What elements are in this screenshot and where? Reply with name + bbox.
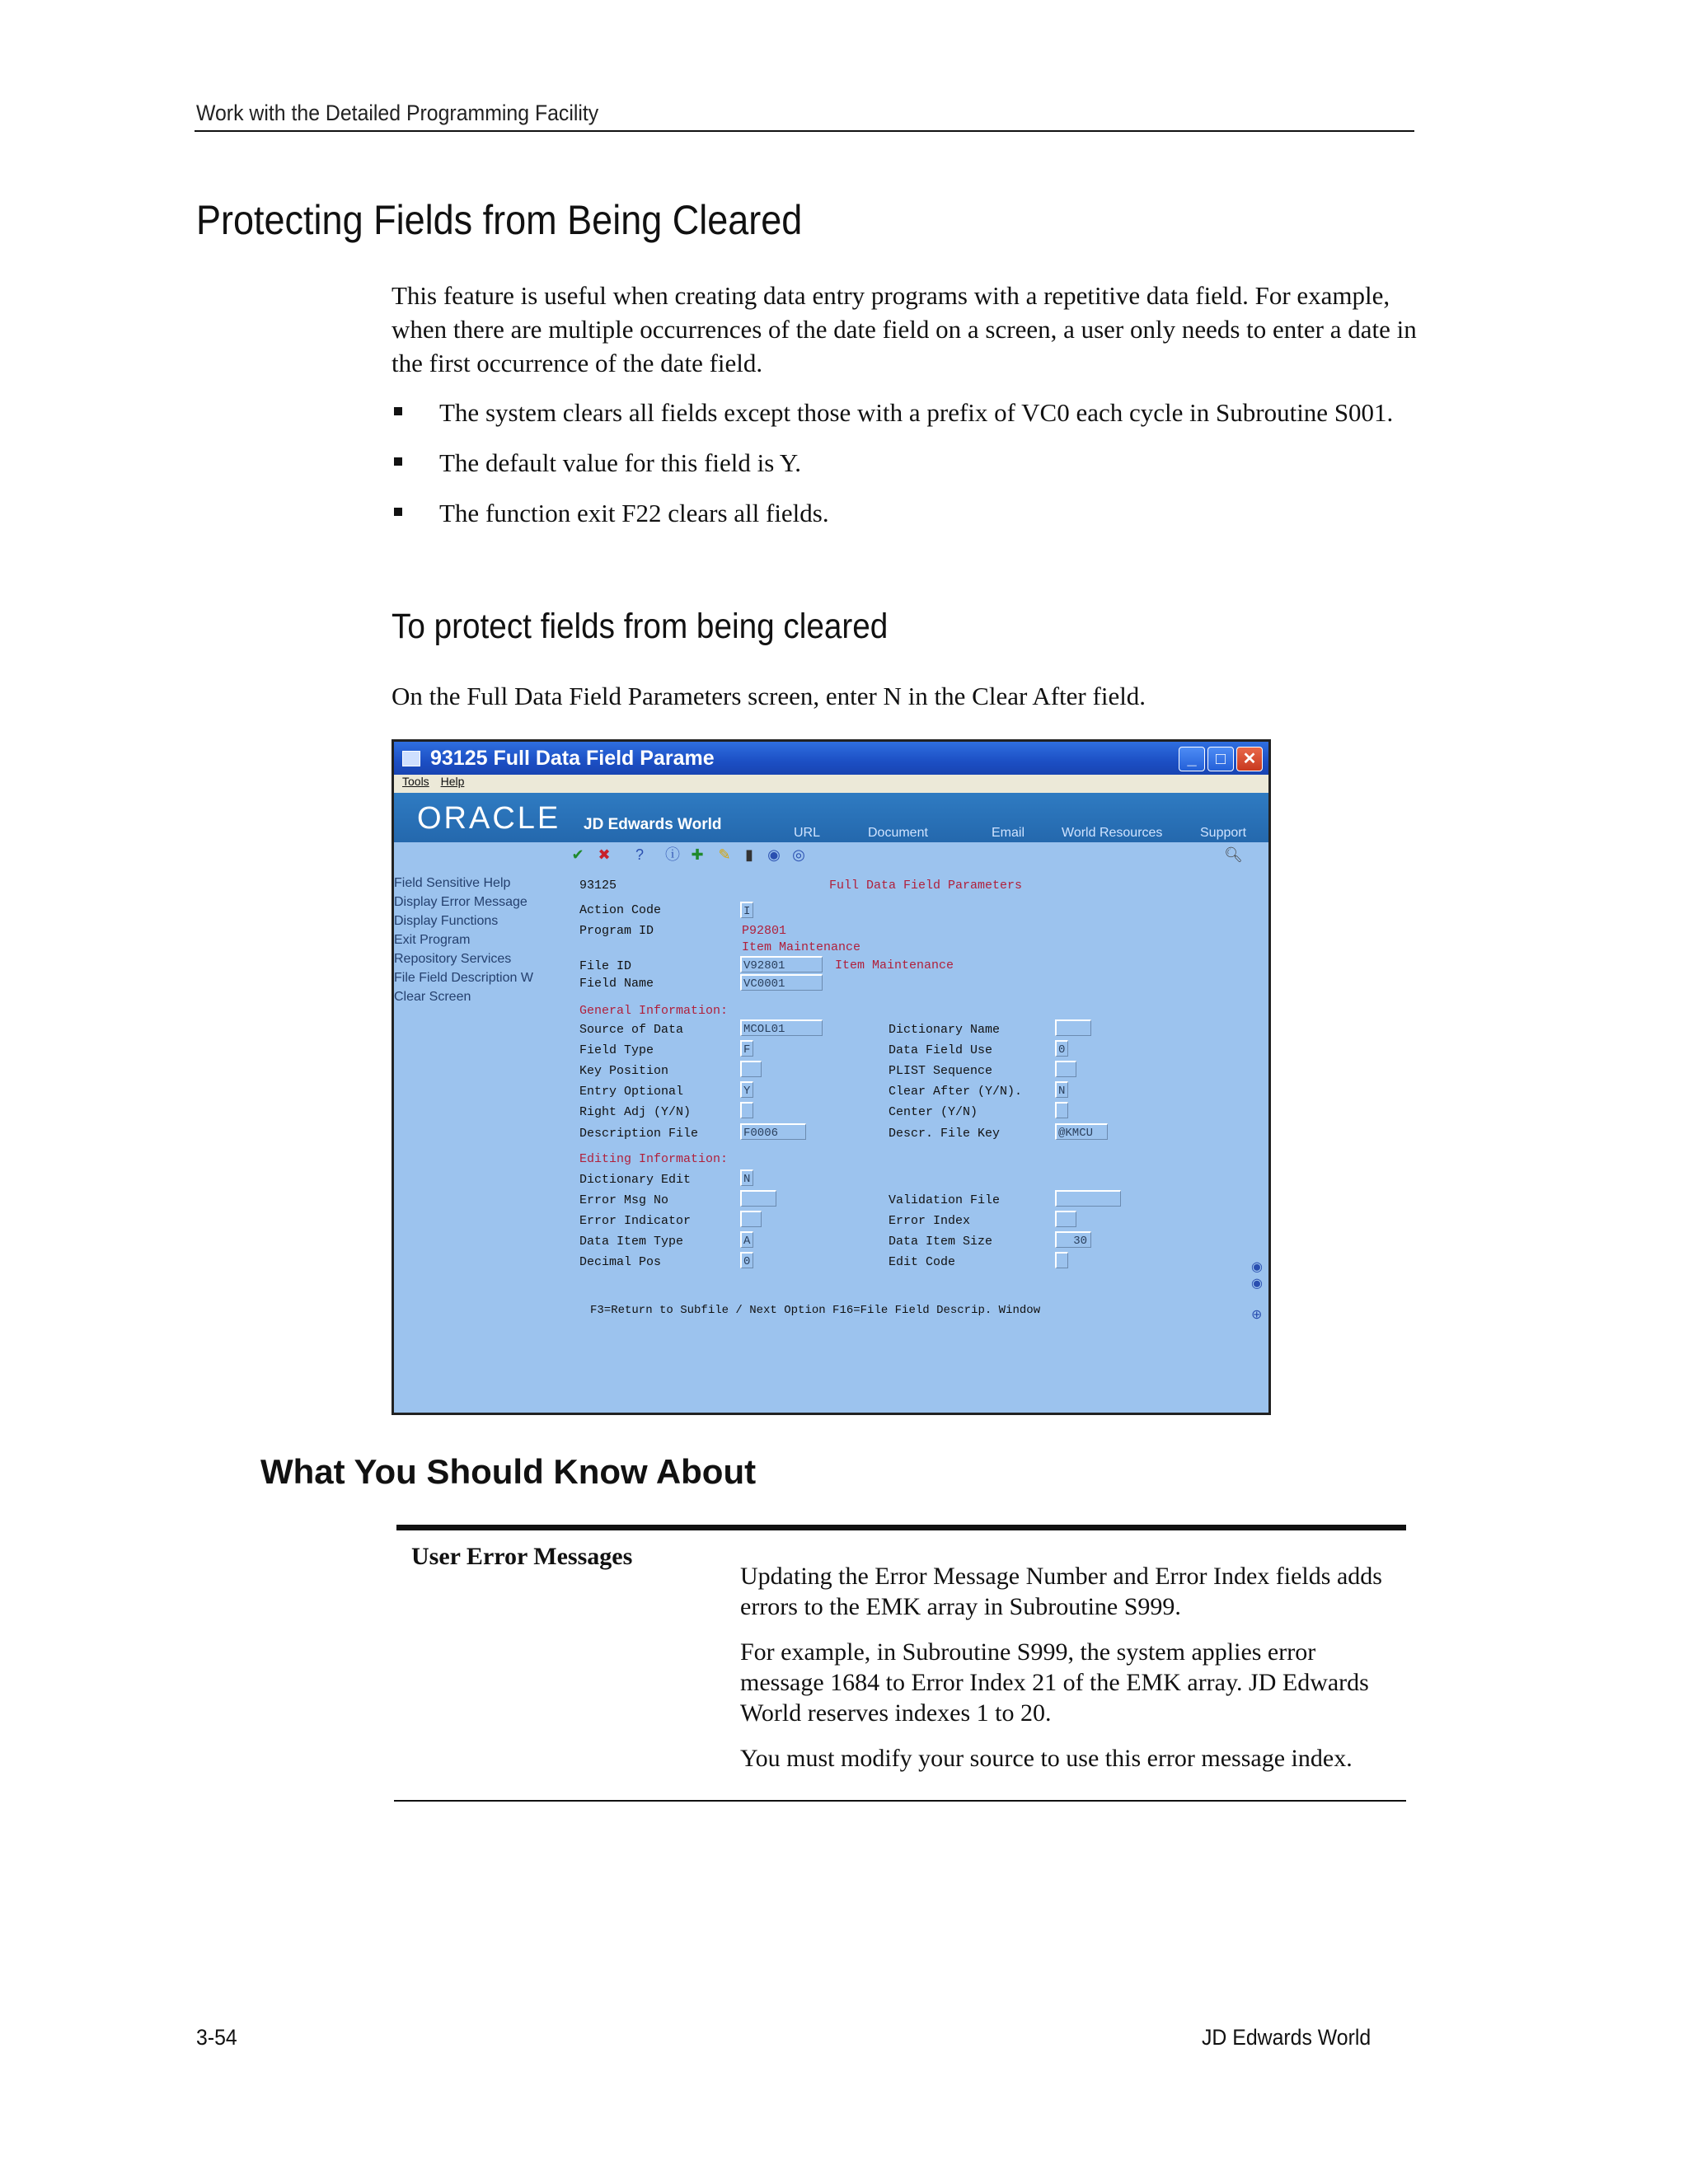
intro-paragraph: This feature is useful when creating data entry programs with a repetitive data field. For example, when there are multiple occurrences of the date field on a screen, a user only needs to enter a date in the first occurrence of the date field. <box>392 281 1417 377</box>
table-bottom-rule <box>394 1800 1406 1802</box>
exit-sidebar <box>394 874 559 1006</box>
action-code-label: Action Code <box>579 903 662 917</box>
source-label: Source of Data <box>579 1023 684 1037</box>
file-id-input[interactable]: V92801 <box>740 956 823 972</box>
page-title: Protecting Fields from Being Cleared <box>196 197 803 243</box>
file-desc: Item Maintenance <box>835 958 954 972</box>
program-id-value: P92801 <box>742 924 787 938</box>
scroll-down-icon[interactable]: ◉ <box>1251 1277 1263 1291</box>
prev-icon[interactable]: ◉ <box>767 846 781 863</box>
sidebar-item-exit[interactable]: Exit Program <box>394 933 471 947</box>
info-icon[interactable]: ⓘ <box>665 846 680 863</box>
center-input[interactable] <box>1055 1102 1068 1118</box>
edit-code-label: Edit Code <box>889 1255 956 1269</box>
bullet-icon <box>394 457 402 466</box>
know-heading: What You Should Know About <box>260 1452 757 1491</box>
sidebar-item-clear-screen[interactable]: Clear Screen <box>394 990 471 1004</box>
know-term: User Error Messages <box>411 1543 633 1570</box>
scroll-up-icon[interactable]: ◉ <box>1251 1260 1263 1274</box>
magnifier-icon[interactable]: 🔍︎ <box>1224 846 1243 863</box>
err-msg-label: Error Msg No <box>579 1193 669 1207</box>
next-icon[interactable]: ◎ <box>792 846 805 863</box>
file-id-label: File ID <box>579 959 632 973</box>
sidebar-item-error-message[interactable]: Display Error Message <box>394 895 528 909</box>
key-position-input[interactable] <box>740 1061 762 1077</box>
desc-file-input[interactable]: F0006 <box>740 1123 806 1140</box>
nav-support[interactable]: Support <box>1200 826 1247 840</box>
valid-file-label: Validation File <box>889 1193 1001 1207</box>
oracle-banner <box>394 793 1268 842</box>
item-size-input[interactable]: 30 <box>1055 1231 1091 1248</box>
nav-document[interactable]: Document <box>868 826 928 840</box>
bullet-list <box>392 396 1430 546</box>
sidebar-item-repository[interactable]: Repository Services <box>394 952 512 966</box>
menu-tools[interactable]: Tools <box>402 775 429 788</box>
scroll-controls <box>1251 1258 1266 1323</box>
right-adj-input[interactable] <box>740 1102 753 1118</box>
action-code-input[interactable]: I <box>740 902 753 918</box>
maximize-button[interactable]: □ <box>1207 747 1234 771</box>
data-field-use-label: Data Field Use <box>889 1043 993 1057</box>
descr-file-key-label: Descr. File Key <box>889 1127 1001 1141</box>
page-number: 3-54 <box>196 2025 237 2050</box>
sidebar-item-file-field[interactable]: File Field Description W <box>394 971 533 985</box>
menu-bar <box>394 775 1268 793</box>
source-input[interactable]: MCOL01 <box>740 1019 823 1036</box>
function-key-legend: F3=Return to Subfile / Next Option F16=File Field Descrip. Window <box>590 1304 1041 1317</box>
footer-product: JD Edwards World <box>1202 2025 1372 2050</box>
err-index-label: Error Index <box>889 1214 971 1228</box>
procedure-text: On the Full Data Field Parameters screen, enter N in the Clear After field. <box>392 682 1146 710</box>
err-index-input[interactable] <box>1055 1211 1076 1227</box>
dict-name-input[interactable] <box>1055 1019 1091 1036</box>
list-item <box>392 496 1430 530</box>
key-position-label: Key Position <box>579 1064 669 1078</box>
clear-after-input[interactable]: N <box>1055 1081 1068 1098</box>
editing-info-heading: Editing Information: <box>579 1152 729 1166</box>
form-title: Full Data Field Parameters <box>829 879 1023 893</box>
right-adj-label: Right Adj (Y/N) <box>579 1105 692 1119</box>
entry-optional-label: Entry Optional <box>579 1085 684 1099</box>
nav-world-resources[interactable]: World Resources <box>1062 826 1163 840</box>
dict-edit-label: Dictionary Edit <box>579 1173 692 1187</box>
err-ind-input[interactable] <box>740 1211 762 1227</box>
add-icon[interactable]: ✚ <box>691 846 704 863</box>
plist-label: PLIST Sequence <box>889 1064 993 1078</box>
app-screenshot <box>392 739 1271 1415</box>
item-type-input[interactable]: A <box>740 1231 753 1248</box>
bullet-text: The function exit F22 clears all fields. <box>439 499 829 527</box>
bullet-text: The default value for this field is Y. <box>439 448 802 477</box>
zoom-icon[interactable]: ⊕ <box>1251 1308 1263 1322</box>
nav-url[interactable]: URL <box>794 826 821 840</box>
window-titlebar <box>394 742 1268 775</box>
general-info-heading: General Information: <box>579 1004 729 1018</box>
desc-file-label: Description File <box>579 1127 699 1141</box>
pencil-icon[interactable]: ✎ <box>718 846 731 863</box>
app-icon <box>402 751 420 766</box>
program-id-label: Program ID <box>579 924 654 938</box>
field-name-label: Field Name <box>579 977 654 991</box>
list-item <box>392 396 1430 429</box>
field-name-input[interactable]: VC0001 <box>740 974 823 991</box>
plist-input[interactable] <box>1055 1061 1076 1077</box>
field-type-input[interactable]: F <box>740 1040 753 1057</box>
know-def-3: You must modify your source to use this error message index. <box>740 1745 1353 1772</box>
oracle-logo: ORACLE <box>417 801 561 836</box>
form-id: 93125 <box>579 879 617 893</box>
cancel-icon[interactable]: ✖ <box>598 846 611 863</box>
valid-file-input[interactable] <box>1055 1190 1121 1207</box>
dict-name-label: Dictionary Name <box>889 1023 1001 1037</box>
bullet-icon <box>394 508 402 516</box>
entry-optional-input[interactable]: Y <box>740 1081 753 1098</box>
check-icon[interactable]: ✔ <box>571 846 584 863</box>
window-title: 93125 Full Data Field Parame <box>430 747 715 770</box>
data-field-use-input[interactable]: 0 <box>1055 1040 1068 1057</box>
sidebar-item-field-help[interactable]: Field Sensitive Help <box>394 876 511 890</box>
descr-file-key-input[interactable]: @KMCU <box>1055 1123 1108 1140</box>
know-def-1: Updating the Error Message Number and Error Index fields adds errors to the EMK array in Subroutine S999. <box>740 1563 1382 1620</box>
item-type-label: Data Item Type <box>579 1235 684 1249</box>
bullet-text: The system clears all fields except those with a prefix of VC0 each cycle in Subroutine S001. <box>439 398 1394 427</box>
know-def-2: For example, in Subroutine S999, the system applies error message 1684 to Error Index 21 of the EMK array. JD Edwards World reserves indexes 1 to 20. <box>740 1638 1369 1727</box>
procedure-heading: To protect fields from being cleared <box>392 607 889 646</box>
dec-pos-label: Decimal Pos <box>579 1255 662 1269</box>
item-size-label: Data Item Size <box>889 1235 993 1249</box>
edit-code-input[interactable] <box>1055 1252 1068 1268</box>
close-button[interactable]: ✕ <box>1236 747 1263 771</box>
clear-after-label: Clear After (Y/N). <box>889 1085 1023 1099</box>
sidebar-item-functions[interactable]: Display Functions <box>394 914 499 928</box>
err-msg-input[interactable] <box>740 1190 776 1207</box>
program-desc: Item Maintenance <box>742 940 861 954</box>
table-top-rule <box>396 1525 1406 1530</box>
menu-help[interactable]: Help <box>440 775 465 788</box>
field-type-label: Field Type <box>579 1043 654 1057</box>
form-body <box>394 842 1268 1415</box>
help-icon[interactable]: ? <box>635 846 644 863</box>
err-ind-label: Error Indicator <box>579 1214 692 1228</box>
minimize-button[interactable]: _ <box>1179 747 1205 771</box>
running-header: Work with the Detailed Programming Facility <box>196 101 599 125</box>
list-item <box>392 446 1430 480</box>
jde-logo: JD Edwards World <box>584 816 722 833</box>
nav-email[interactable]: Email <box>992 826 1025 840</box>
dec-pos-input[interactable]: 0 <box>740 1252 753 1268</box>
bullet-icon <box>394 407 402 415</box>
delete-icon[interactable]: ▮ <box>745 846 753 863</box>
header-rule <box>195 130 1414 132</box>
dict-edit-input[interactable]: N <box>740 1169 753 1186</box>
center-label: Center (Y/N) <box>889 1105 978 1119</box>
